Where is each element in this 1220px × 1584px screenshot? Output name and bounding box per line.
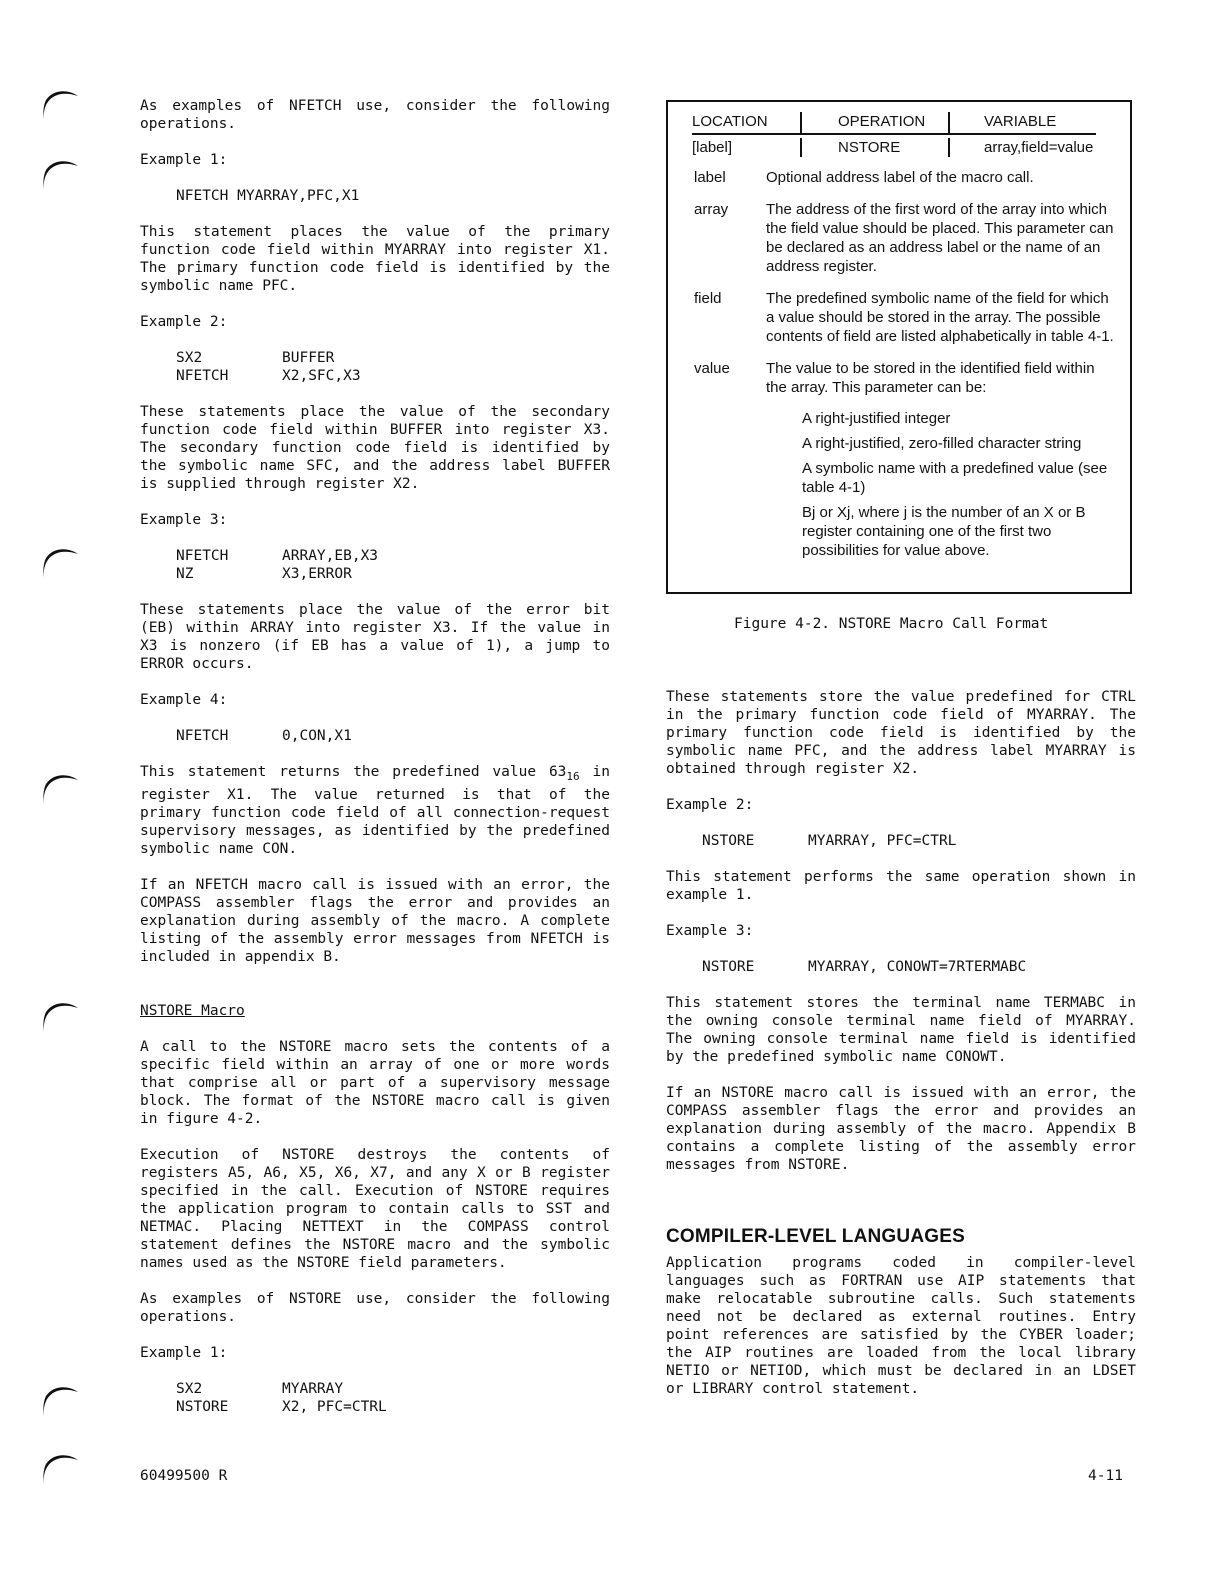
paragraph: If an NFETCH macro call is issued with an error, the COMPASS assembler flags the error and provides an explanation during assembly of the macro. A complete listing of the assembly error messages from NFETCH is included in appendix B. xyxy=(140,876,619,965)
code-line: NFETCH 0,CON,X1 xyxy=(176,728,352,744)
left-column xyxy=(140,97,619,1416)
example-label: Example 1: xyxy=(140,1344,228,1361)
code-line: NSTORE MYARRAY, CONOWT=7RTERMABC xyxy=(702,959,1027,975)
paragraph: Execution of NSTORE destroys the contents of registers A5, A6, X5, X6, X7, and any X or B register specified in the call. Execution of NSTORE requires the application program to contain calls to SST and NETMAC. Placing NETTEXT in the COMPASS control statement defines the NSTORE macro and the symbolic names used as the NSTORE field parameters. xyxy=(140,1146,619,1271)
example-label: Example 3: xyxy=(666,923,754,939)
paragraph: This statement returns the predefined value $63_{16}$ in register X1. The value returned is that of the primary function code field of all connection-request supervisory messages, as identified by the predefined symbolic name CON. xyxy=(140,764,619,857)
nfetch-intro: As examples of NFETCH use, consider the following operations. xyxy=(140,98,619,132)
paragraph: This statement performs the same operation shown in example 1. xyxy=(666,869,1145,903)
paragraph: A call to the NSTORE macro sets the contents of a specific field within an array of one or more words that comprise all or part of a supervisory message block. The format of the NSTORE macro call is given in figure 4-2. xyxy=(140,1038,619,1127)
code-line: NSTORE X2, PFC=CTRL xyxy=(176,1398,387,1415)
definition-item: label Optional address label of the macro call. xyxy=(694,169,1034,186)
value-option: A right-justified, zero-filled character string xyxy=(802,435,1082,452)
page-number: 4-11 xyxy=(1088,1468,1123,1484)
binder-hole-mark xyxy=(40,82,84,122)
paragraph: If an NSTORE macro call is issued with an error, the COMPASS assembler flags the error and provides an explanation during assembly of the macro. Appendix B contains a complete listing of the assembly error messages from NSTORE. xyxy=(666,1085,1145,1173)
figure-box xyxy=(666,100,1132,594)
value-option: A right-justified integer xyxy=(802,410,951,427)
section-heading: NSTORE Macro xyxy=(140,1002,245,1019)
example-label: Example 2: xyxy=(666,797,754,813)
paragraph: These statements place the value of the secondary function code field within BUFFER into register X3. The secondary function code field is identified by the symbolic name SFC, and the address label BUFFER is supplied through register X2. xyxy=(140,404,619,492)
binder-hole-mark xyxy=(40,994,84,1034)
format-variable: array,field=value xyxy=(948,138,1096,157)
binder-hole-mark xyxy=(40,1446,84,1486)
code-line: NFETCH MYARRAY,PFC,X1 xyxy=(176,188,360,204)
header-operation: OPERATION xyxy=(800,112,948,133)
paragraph: These statements store the value predefined for CTRL in the primary function code field of MYARRAY. The primary function code field is identified by the symbolic name PFC, and the address label MYARRAY is obtained through register X2. xyxy=(666,689,1145,777)
format-header-table xyxy=(692,112,1096,158)
value-options xyxy=(766,409,1116,560)
value-option: Bj or Xj, where j is the number of an X or B register containing one of the first two possibilities for value above. xyxy=(802,504,1086,559)
value-option: A symbolic name with a predefined value (see table 4-1) xyxy=(802,460,1108,496)
figure-caption: Figure 4-2. NSTORE Macro Call Format xyxy=(734,616,1049,632)
code-line: NFETCH ARRAY,EB,X3 xyxy=(176,548,379,564)
definition-item: field The predefined symbolic name of the field for which a value should be stored in the array. The possible contents of field are listed alphabetically in table 4-1. xyxy=(694,290,1114,345)
header-variable: VARIABLE xyxy=(948,112,1096,133)
example-label: Example 2: xyxy=(140,314,228,330)
paragraph: This statement stores the terminal name TERMABC in the owning console terminal name field of MYARRAY. The owning console terminal name field is identified by the predefined symbolic name CONOWT. xyxy=(666,995,1145,1065)
format-location: [label] xyxy=(692,139,733,156)
paragraph: These statements place the value of the error bit (EB) within ARRAY into register X3. If the value in X3 is nonzero (if EB has a value of 1), a jump to ERROR occurs. xyxy=(140,602,619,672)
right-column xyxy=(666,688,1145,1398)
binder-hole-mark xyxy=(40,540,84,580)
paragraph: Application programs coded in compiler-level languages such as FORTRAN use AIP statements that make relocatable subroutine calls. Such statements need not be declared as external routines. Entry point references are satisfied by the CYBER loader; the AIP routines are loaded from the local library NETIO or NETIOD, which must be declared in an LDSET or LIBRARY control statement. xyxy=(666,1255,1145,1397)
example-label: Example 4: xyxy=(140,692,228,708)
definition-item: value The value to be stored in the identified field within the array. This parameter can be: A right-justified integer A right-justified, zero-filled character string A symbolic name with a predefined value (see table 4-1) Bj or Xj, where j is the number of an X or B register containing one of the first two possibilities for value above. xyxy=(694,359,1116,566)
code-line: SX2 MYARRAY xyxy=(176,1380,344,1397)
header-location: LOCATION xyxy=(692,113,768,130)
code-line: NZ X3,ERROR xyxy=(176,566,352,582)
binder-hole-mark xyxy=(40,1378,84,1418)
paragraph: As examples of NSTORE use, consider the following operations. xyxy=(140,1290,619,1325)
format-operation: NSTORE xyxy=(800,138,948,157)
code-line: NSTORE MYARRAY, PFC=CTRL xyxy=(702,833,957,849)
binder-hole-mark xyxy=(40,766,84,806)
section-heading: COMPILER-LEVEL LANGUAGES xyxy=(666,1226,965,1247)
paragraph: This statement places the value of the primary function code field within MYARRAY into register X1. The primary function code field is identified by the symbolic name PFC. xyxy=(140,224,619,294)
example-label: Example 3: xyxy=(140,512,228,528)
code-line: NFETCH X2,SFC,X3 xyxy=(176,368,361,384)
document-number: 60499500 R xyxy=(140,1468,228,1484)
definition-item: array The address of the first word of the array into which the field value should be placed. This parameter can be declared as an address label or the name of an address register. xyxy=(694,201,1114,275)
example-label: Example 1: xyxy=(140,152,228,168)
binder-hole-mark xyxy=(40,152,84,192)
code-line: SX2 BUFFER xyxy=(176,350,335,366)
parameter-definitions xyxy=(694,168,1116,579)
